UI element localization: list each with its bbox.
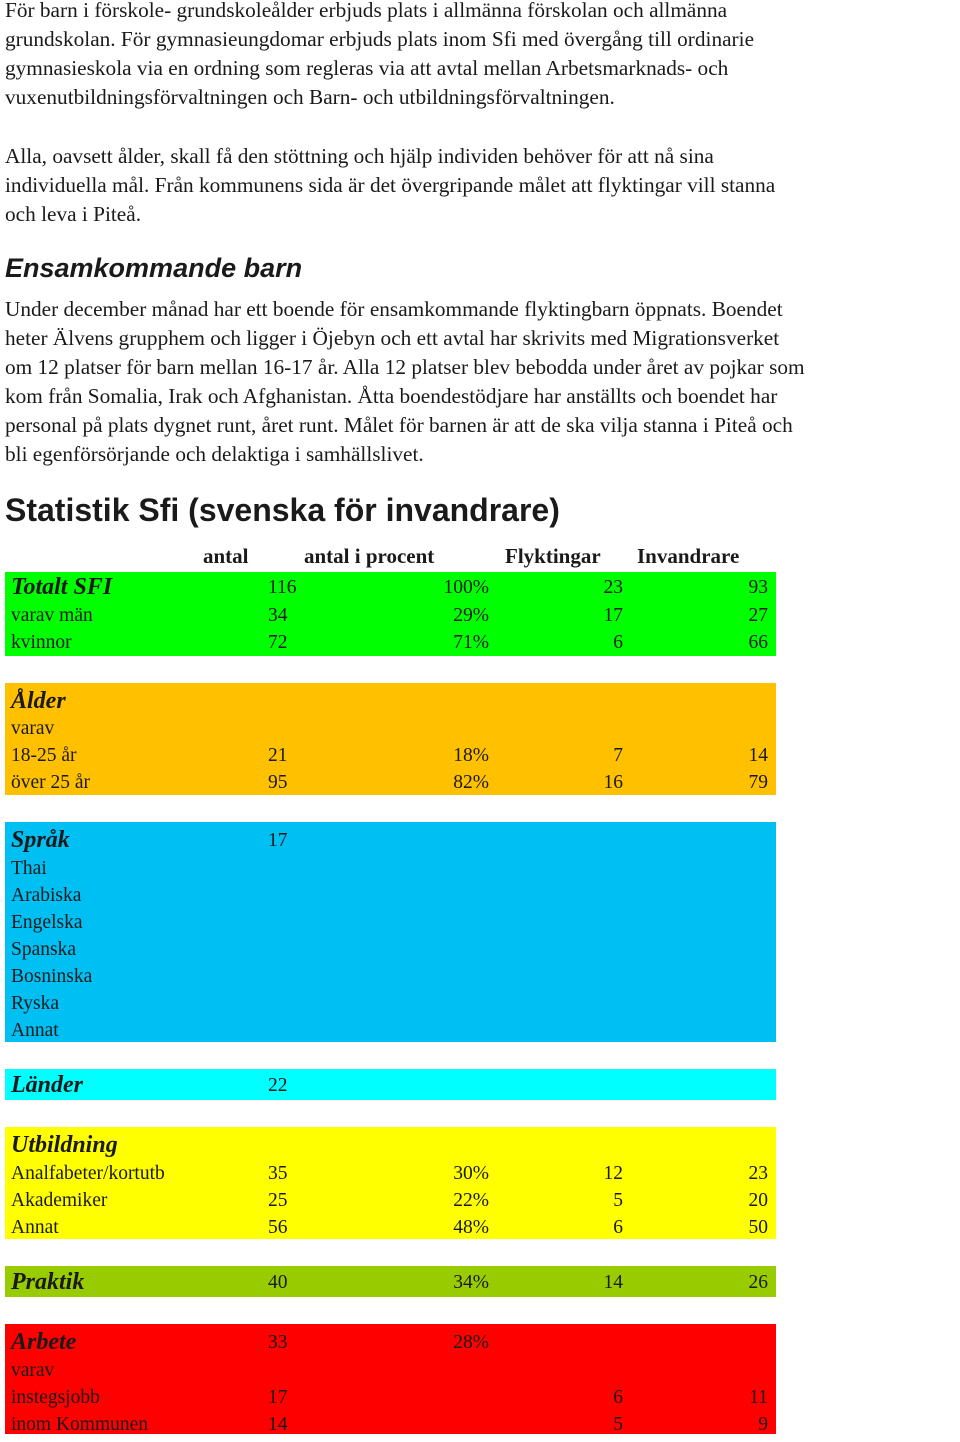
row-label: Akademiker: [11, 1190, 108, 1211]
cell-antal: 95: [268, 772, 288, 793]
table-row: [5, 742, 776, 769]
table-row: [5, 1357, 776, 1384]
cell-invandrare: 79: [748, 772, 768, 793]
section-heading-ensamkommande: Ensamkommande barn: [5, 253, 303, 283]
cell-antal: 14: [268, 1414, 288, 1435]
cell-flyktingar: 6: [613, 1217, 623, 1238]
row-label: över 25 år: [11, 772, 91, 793]
cell-antal: 22: [268, 1075, 288, 1096]
table-row: [5, 1132, 776, 1159]
table-row: [5, 1269, 776, 1296]
cell-procent: 28%: [453, 1332, 489, 1353]
table-row: [5, 1072, 776, 1099]
table-row: [5, 629, 776, 656]
cell-procent: 71%: [453, 632, 489, 653]
col-header-flyktingar: Flyktingar: [505, 544, 601, 568]
cell-flyktingar: 12: [603, 1163, 623, 1184]
col-header-antal: antal: [203, 544, 249, 568]
row-label: inom Kommunen: [11, 1414, 149, 1435]
row-label: varav: [11, 718, 55, 739]
block-totalt-sfi: [5, 572, 776, 656]
table-row: [5, 855, 776, 882]
table-row: [5, 1411, 776, 1438]
row-label: varav: [11, 1360, 55, 1381]
row-label: Thai: [11, 858, 47, 879]
cell-invandrare: 27: [748, 605, 768, 626]
row-label: Länder: [11, 1072, 83, 1098]
block-praktik: [5, 1266, 776, 1297]
cell-antal: 17: [268, 1387, 288, 1408]
row-label: Ålder: [11, 688, 66, 714]
table-row: [5, 1160, 776, 1187]
cell-invandrare: 66: [748, 632, 768, 653]
row-label: instegsjobb: [11, 1387, 100, 1408]
row-label: Praktik: [11, 1269, 85, 1295]
table-row: [5, 1017, 776, 1044]
cell-procent: 48%: [453, 1217, 489, 1238]
cell-antal: 72: [268, 632, 288, 653]
cell-antal: 33: [268, 1332, 288, 1353]
table-row: [5, 715, 776, 742]
cell-flyktingar: 17: [603, 605, 623, 626]
table-row: [5, 688, 776, 715]
cell-procent: 100%: [443, 577, 489, 598]
row-label: Annat: [11, 1217, 59, 1238]
cell-flyktingar: 5: [613, 1414, 623, 1435]
row-label: kvinnor: [11, 632, 72, 653]
cell-procent: 34%: [453, 1272, 489, 1293]
table-row: [5, 963, 776, 990]
cell-procent: 22%: [453, 1190, 489, 1211]
row-label: varav män: [11, 605, 93, 626]
cell-flyktingar: 23: [603, 577, 623, 598]
row-label: Utbildning: [11, 1132, 118, 1158]
cell-flyktingar: 6: [613, 1387, 623, 1408]
cell-antal: 56: [268, 1217, 288, 1238]
cell-procent: 29%: [453, 605, 489, 626]
cell-invandrare: 14: [748, 745, 768, 766]
cell-flyktingar: 5: [613, 1190, 623, 1211]
cell-procent: 30%: [453, 1163, 489, 1184]
row-label: Totalt SFI: [11, 574, 113, 600]
row-label: Språk: [11, 827, 70, 853]
cell-antal: 34: [268, 605, 288, 626]
cell-invandrare: 23: [748, 1163, 768, 1184]
cell-invandrare: 11: [749, 1387, 768, 1408]
row-label: Analfabeter/kortutb: [11, 1163, 165, 1184]
table-column-headers: [0, 544, 780, 572]
cell-antal: 116: [268, 577, 297, 598]
row-label: 18-25 år: [11, 745, 77, 766]
row-label: Ryska: [11, 993, 59, 1014]
row-label: Spanska: [11, 939, 76, 960]
col-header-invandrare: Invandrare: [637, 544, 740, 568]
block-arbete: [5, 1324, 776, 1434]
ensamkommande-paragraph: Under december månad har ett boende för ensamkommande flyktingbarn öppnats. Boendet heter Älvens grupphem och ligger i Öjebyn och ett avtal har skrivits med Migrationsverket om 12 platser för barn mellan 16-17 år. Alla 12 platser blev bebodda under året av pojkar som kom från Somalia, Irak och Afghanistan. Åtta boendestödjare har anställts och boendet har personal på plats dygnet runt, året runt. Målet för barnen är att de ska vilja stanna i Piteå och bli egenförsörjande och delaktiga i samhällslivet.: [5, 297, 805, 466]
intro-paragraph-2: Alla, oavsett ålder, skall få den stöttning och hjälp individen behöver för att nå sina individuella mål. Från kommunens sida är det övergripande målet att flyktingar vill stanna och leva i Piteå.: [5, 144, 776, 226]
table-row: [5, 769, 776, 796]
cell-flyktingar: 14: [603, 1272, 623, 1293]
row-label: Arbete: [11, 1329, 77, 1355]
table-row: [5, 1214, 776, 1241]
table-row: [5, 936, 776, 963]
cell-flyktingar: 6: [613, 632, 623, 653]
cell-antal: 25: [268, 1190, 288, 1211]
table-row: [5, 574, 776, 601]
table-row: [5, 909, 776, 936]
row-label: Annat: [11, 1020, 59, 1041]
table-row: [5, 990, 776, 1017]
row-label: Arabiska: [11, 885, 82, 906]
cell-antal: 35: [268, 1163, 288, 1184]
cell-invandrare: 20: [748, 1190, 768, 1211]
cell-procent: 82%: [453, 772, 489, 793]
table-row: [5, 1187, 776, 1214]
cell-antal: 17: [268, 830, 288, 851]
cell-invandrare: 93: [748, 577, 768, 598]
cell-flyktingar: 16: [603, 772, 623, 793]
block-utbildning: [5, 1127, 776, 1239]
col-header-procent: antal i procent: [304, 544, 435, 568]
row-label: Engelska: [11, 912, 83, 933]
cell-invandrare: 26: [748, 1272, 768, 1293]
block-lander: [5, 1069, 776, 1100]
table-row: [5, 1329, 776, 1356]
block-sprak: [5, 822, 776, 1042]
table-row: [5, 1384, 776, 1411]
row-label: Bosninska: [11, 966, 93, 987]
cell-antal: 21: [268, 745, 288, 766]
cell-antal: 40: [268, 1272, 288, 1293]
intro-paragraph-1: För barn i förskole- grundskoleålder erbjuds plats i allmänna förskolan och allmänna grundskolan. För gymnasieungdomar erbjuds plats inom Sfi med övergång till ordinarie gymnasieskola via en ordning som regleras via att avtal mellan Arbetsmarknads- och vuxenutbildningsförvaltningen och Barn- och utbildningsförvaltningen.: [5, 0, 755, 109]
cell-flyktingar: 7: [613, 745, 623, 766]
table-row: [5, 827, 776, 854]
cell-invandrare: 50: [748, 1217, 768, 1238]
table-row: [5, 882, 776, 909]
section-heading-statistik: Statistik Sfi (svenska för invandrare): [5, 492, 560, 528]
table-row: [5, 602, 776, 629]
cell-invandrare: 9: [758, 1414, 768, 1435]
cell-procent: 18%: [453, 745, 489, 766]
block-alder: [5, 683, 776, 795]
